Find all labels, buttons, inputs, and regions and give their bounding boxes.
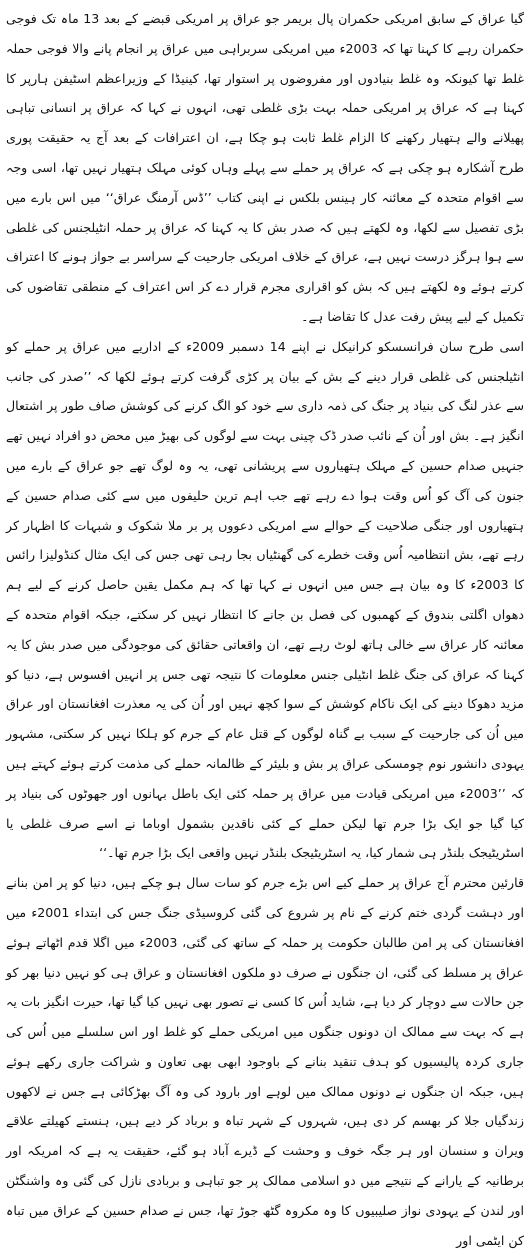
article-paragraph: قارئین محترم آج عراق پر حملے کیے اس بڑے جرم کو سات سال ہو چکے ہیں، دنیا کو پر امن بنانے اور دہشت گردی ختم کرنے کے نام پر شروع کی گئی کروسیڈی جنگ جس کی ابتداء 2001ء میں افغانستان کی پر امن طالبان حکومت پر حملہ کے ساتھ کی گئی، 2003ء میں اگلا قدم اٹھاتے ہوئے عراق پر مسلط کی گئی، ان جنگوں نے صرف دو ملکوں افغانستان و عراق ہی کو نہیں دنیا بھر کو جن حالات سے دوچار کر دیا ہے، شاید اُس کا کسی نے تصور بھی نہیں کیا گیا تھا، حیرت انگیز بات یہ ہے کہ بہت سے ممالک ان دونوں جنگوں میں امریکی حملے کو غلط اور اس سلسلے میں اُس کی جاری کردہ پالیسیوں کو ہدف تنقید بنانے کے باوجود ابھی بھی تعاون و شراکت جاری رکھے ہوئے ہیں، جبکہ ان جنگوں نے دونوں ممالک میں لوہے اور بارود کی وہ آگ بھڑکائی ہے جس نے لاکھوں زندگیاں جلا کر بھسم کر دی ہیں، شہروں کے شہر تباہ و برباد کر دیے ہیں، ہنستے کھیلتے علاقے ویران و سنسان اور ہر جگہ خوف و وحشت کے ڈیرے آباد ہو گئے، حقیقت یہ ہے کہ امریکہ اور برطانیہ کے یارانے کے نتیجے میں دو اسلامی ممالک پر جو تباہی و بربادی نازل کی گئی وہ واشنگٹن اور لندن کے یہودی نواز صلیبیوں کا وہ مکروہ گٹھ جوڑ تھا، جس نے صدام حسین کے عراق میں تباہ کن ایٹمی اور [6, 875, 524, 1248]
article-paragraph: اسی طرح سان فرانسسکو کرانیکل نے اپنے 14 دسمبر 2009ء کے اداریے میں عراق پر حملے کو انٹیلجنس کی غلطی قرار دینے کے بش کے بیان پر کڑی گرفت کرتے ہوئے لکھا کہ ’’صدر کی جانب سے عذر لنگ کی بنیاد پر جنگ کی ذمہ داری سے خود کو الگ کرنے کی کوشش صاف طور پر اشتعال انگیز ہے۔ بش اور اُن کے نائب صدر ڈک چینی بہت سے لوگوں کی بھیڑ میں محض دو افراد نہیں تھے جنہیں صدام حسین کے مہلک ہتھیاروں سے پریشانی تھی، یہ وہ لوگ تھے جو عراق کے بارے میں جنون کی آگ کو اُس وقت ہوا دے رہے تھے جب اہم ترین حلیفوں میں سے کئی صدام حسین کے ہتھیاروں اور جنگی صلاحیت کے حوالے سے امریکی دعووں پر بر ملا شکوک و شبہات کا اظہار کر رہے تھے، بش انتظامیہ اُس وقت خطرے کی گھنٹیاں بجا رہی تھی جس کی ایک مثال کنڈولیزا رائس کا 2003ء کا وہ بیان ہے جس میں انہوں نے کہا تھا کہ ہم مکمل یقین حاصل کرنے کے لیے ہم دھواں اگلتی بندوق کے کھمبوں کی فصل بن جانے کا انتظار نہیں کر سکتے، جبکہ اقوام متحدہ کے معائنہ کار عراق سے خالی ہاتھ لوٹ رہے تھے، ان واقعاتی حقائق کی موجودگی میں صدر بش کا یہ کہنا کہ عراق کی جنگ غلط انٹیلی جنس معلومات کا نتیجہ تھی جس پر انہیں افسوس ہے، دنیا کو مزید دھوکا دینے کی ایک ناکام کوشش کے سوا کچھ نہیں اور اُن کی یہ معذرت افغانستان اور عراق میں اُن کی جارحیت کے سبب بے گناہ لوگوں کے قتل عام کے جرم کو ہلکا نہیں کر سکتی، مشہور یہودی دانشور نوم چومسکی عراق پر بش و بلیئر کے ظالمانہ حملے کی مذمت کرتے ہوئے کہتے ہیں کہ ’’2003ء میں امریکی قیادت میں عراق پر حملہ کئی ایک باطل بہانوں اور جھوٹوں کی بنیاد پر کیا گیا جو ایک بڑا جرم تھا لیکن حملے کے کئی ناقدین بشمول اوباما نے اسے صرف غلطی یا اسٹریٹیجک بلنڈر ہی شمار کیا، یہ اسٹریٹیجک بلنڈر نہیں واقعی ایک بڑا جرم تھا۔‘‘ [6, 338, 525, 861]
article-paragraph: گیا عراق کے سابق امریکی حکمران پال بریمر جو عراق پر امریکی قبضے کے بعد 13 ماہ تک فوجی حکمران رہے کا کہنا تھا کہ 2003ء میں امریکی سربراہی میں عراق پر انجام پانے والا فوجی حملہ غلط تھا کیونکہ وہ غلط بنیادوں اور مفروضوں پر استوار تھا، کینیڈا کے وزیراعظم اسٹیفن ہارپر کا کہنا ہے کہ عراق پر امریکی حملہ بہت بڑی غلطی تھی، انہوں نے کہا کہ عراق پر انسانی تباہی پھیلانے والے ہتھیار رکھنے کا الزام غلط ثابت ہو چکا ہے، ان اعترافات کے بعد آج یہ حقیقت پوری طرح آشکارہ ہو چکی ہے کہ عراق پر حملے سے پہلے وہاں کوئی مہلک ہتھیار نہیں تھا، اسی وجہ سے اقوام متحدہ کے معائنہ کار ہینس بلکس نے اپنی کتاب ’’ڈس آرمنگ عراق‘‘ میں اس بارے میں بڑی تفصیل سے لکھا، وہ لکھتے ہیں کہ صدر بش کا یہ کہنا کہ عراق پر حملہ انٹیلجنس کی غلطی سے ہوا ہرگز درست نہیں ہے، عراق کے خلاف امریکی جارحیت کے سراسر بے جواز ہونے کا اعتراف کرتے ہوئے وہ لکھتے ہیں کہ بش کو اقراری مجرم قرار دے کر اس اعتراف کے منطقی تقاضوں کی تکمیل کے لیے پیش رفت عدل کا تقاضا ہے۔ [6, 11, 524, 324]
